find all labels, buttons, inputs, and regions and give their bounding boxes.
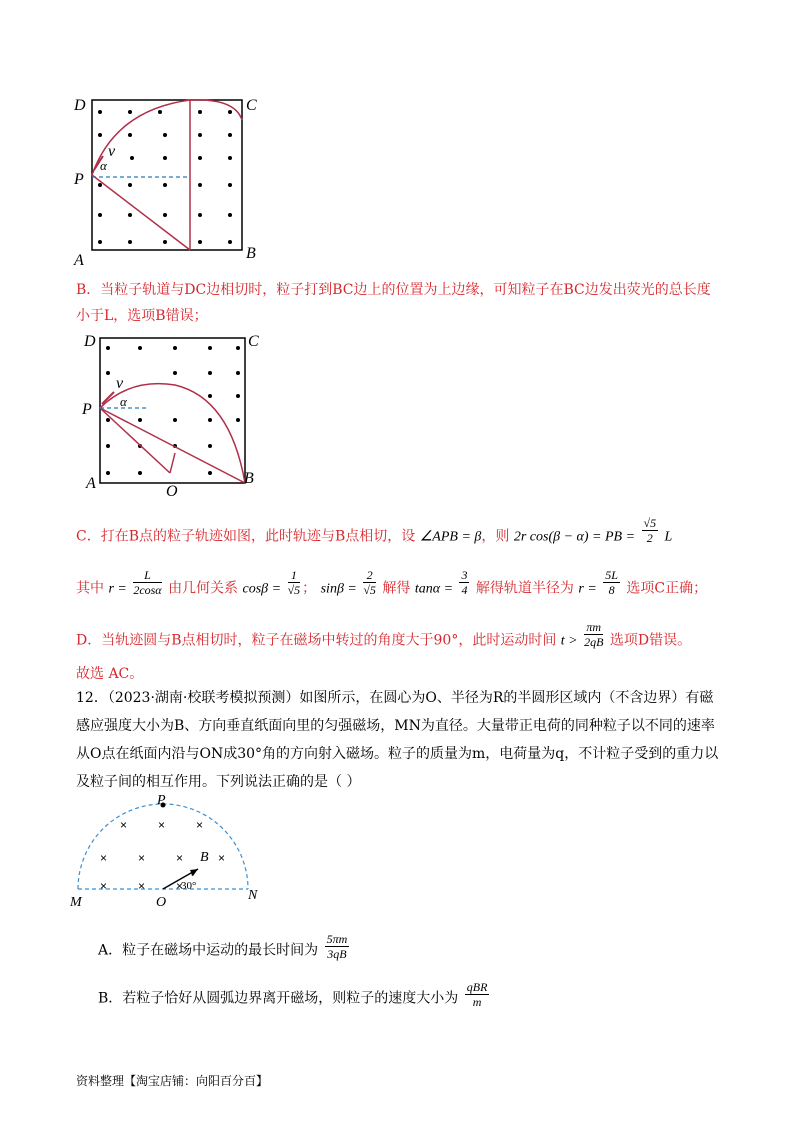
label-D: D: [74, 97, 86, 114]
label-P: P: [82, 401, 92, 418]
magnetic-field-dots: [106, 346, 240, 475]
footer-source: 资料整理【淘宝店铺：向阳百分百】: [76, 1074, 269, 1088]
figure-square-tangent-dc: [70, 90, 270, 270]
label-v: v: [190, 865, 196, 879]
label-A: A: [86, 475, 96, 492]
problem-12: [76, 684, 718, 796]
svg-text:×: ×: [218, 851, 226, 865]
choice-b: B．若粒子恰好从圆弧边界离开磁场，则粒子的速度大小为 $\frac{\text{qBR}}{m}$: [98, 980, 488, 1009]
label-alpha: α: [120, 394, 127, 409]
svg-text:×: ×: [100, 851, 108, 865]
figure-square-tangent-b: [80, 328, 270, 498]
choice-a: A．粒子在磁场中运动的最长时间为 $\frac{5\pi m}{3qB}$: [98, 932, 348, 961]
label-B: B: [200, 850, 209, 865]
label-30deg: 30°: [181, 880, 197, 892]
problem-12-line1: 12．（2023·湖南·校联考模拟预测）如图所示，在圆心为O、半径为R的半圆形区域内（不含边界）有磁: [76, 690, 714, 706]
problem-12-line4: 及粒子间的相互作用。下列说法正确的是（ ）: [76, 774, 361, 790]
label-O: O: [166, 483, 178, 498]
label-B: B: [244, 470, 254, 487]
svg-text:×: ×: [176, 851, 184, 865]
option-b-line1: B．当粒子轨道与DC边相切时，粒子打到BC边上的位置为上边缘，可知粒子在BC边发出荧光的总长度: [76, 282, 711, 298]
label-C: C: [248, 333, 259, 350]
answer-line: 故选 AC。: [76, 666, 144, 682]
svg-text:×: ×: [196, 818, 204, 832]
option-c-line1: C．打在B点的粒子轨迹如图，此时轨迹与B点相切，设 ∠APB = β，则 2r cos(β − α) = PB = $\frac{√5}{2}$ L: [76, 516, 673, 545]
label-v: v: [108, 143, 116, 160]
label-v: v: [116, 375, 124, 392]
option-b-line2: 小于L，选项B错误；: [76, 308, 208, 324]
svg-text:×: ×: [158, 818, 166, 832]
svg-text:×: ×: [120, 818, 128, 832]
label-A: A: [74, 252, 84, 269]
problem-12-line3: 从O点在纸面内沿与ON成30°角的方向射入磁场。粒子的质量为m，电荷量为q，不计粒子受到的重力以: [76, 746, 719, 762]
svg-text:×: ×: [176, 879, 184, 893]
svg-text:×: ×: [138, 851, 146, 865]
label-P: P: [74, 171, 84, 188]
problem-12-line2: 感应强度大小为B、方向垂直纸面向里的匀强磁场，MN为直径。大量带正电荷的同种粒子以不同的速率: [76, 718, 715, 734]
svg-text:×: ×: [138, 879, 146, 893]
label-P: P: [157, 793, 166, 808]
figure-semicircle-field: [68, 792, 268, 912]
label-O: O: [156, 895, 167, 910]
label-M: M: [70, 895, 82, 910]
option-d-line: D．当轨迹圆与B点相切时，粒子在磁场中转过的角度大于90°，此时运动时间 t > $\frac{\pi m}{2qB}$ 选项D错误。: [76, 620, 692, 649]
option-c-line2: 其中 r = $\frac{L}{2\cos\alpha}$ 由几何关系 cosβ = $\frac{1}{√5}$ ； sinβ = $\frac{2}{√5}$ 解得 tanα = $\frac{3}{4}$ 解得轨道半径为 r = $\frac{5L}{8}$ 选项C正确；: [76, 568, 708, 597]
svg-text:×: ×: [100, 879, 108, 893]
label-alpha: α: [100, 158, 107, 173]
label-N: N: [248, 888, 258, 903]
label-B: B: [246, 245, 256, 262]
label-D: D: [84, 333, 96, 350]
label-C: C: [246, 97, 257, 114]
